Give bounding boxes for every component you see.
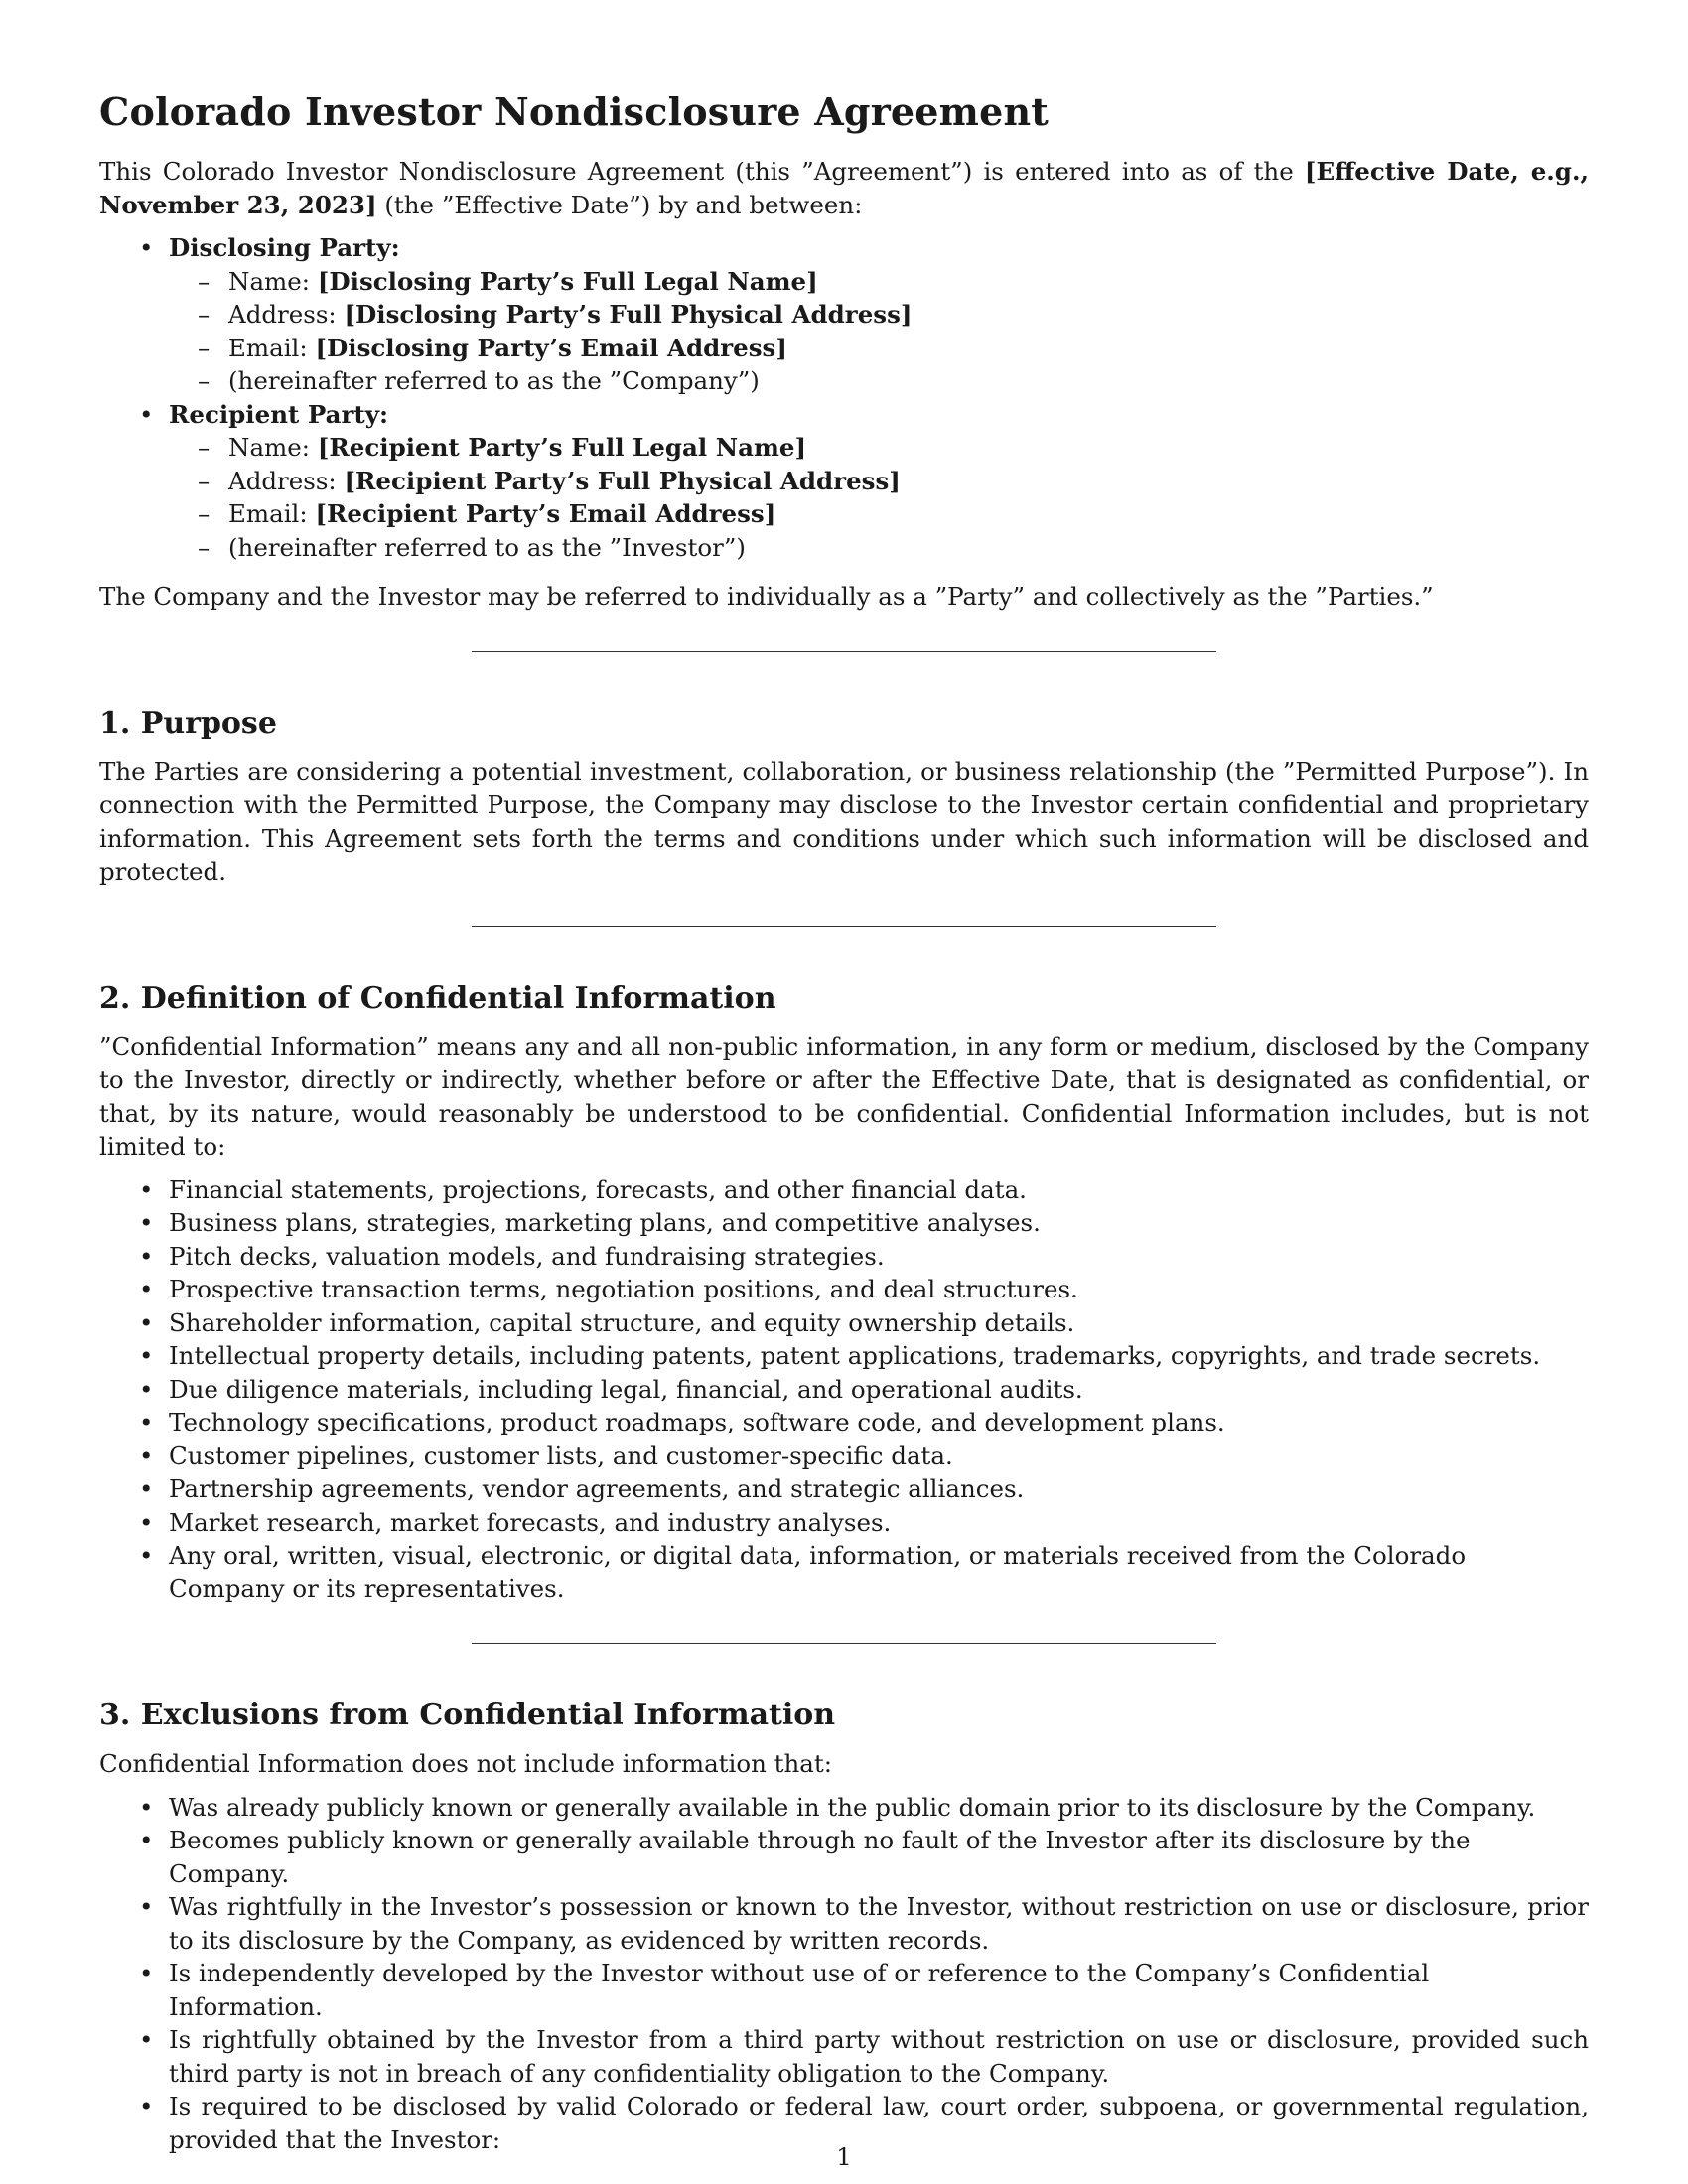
list-item: • Is independently developed by the Investor without use of or reference to the Company’s Confidential Information. xyxy=(99,1957,1589,2023)
list-item: • Is rightfully obtained by the Investor from a third party without restriction on use or disclosure, provided such third party is not in breach of any confidentiality obligation to the Company. xyxy=(99,2023,1589,2090)
field-prefix: Name: xyxy=(228,266,318,296)
party-referred-as: – (hereinafter referred to as the ”Investor”) xyxy=(169,531,1589,565)
section-heading-definition: 2. Definition of Confidential Information xyxy=(99,980,776,1016)
list-item: • Technology specifications, product roadmaps, software code, and development plans. xyxy=(99,1406,1589,1439)
exclusions-list xyxy=(99,1791,1589,2157)
confidential-items-list xyxy=(99,1173,1589,1606)
section-body-exclusions: Confidential Information does not include information that: xyxy=(99,1749,833,1778)
section-heading-exclusions: 3. Exclusions from Confidential Information xyxy=(99,1698,836,1732)
field-placeholder: [Recipient Party’s Full Physical Address] xyxy=(344,466,901,495)
list-item: • Partnership agreements, vendor agreements, and strategic alliances. xyxy=(99,1472,1589,1506)
party-label: Disclosing Party: xyxy=(169,233,400,262)
document-page xyxy=(99,87,1589,2156)
document-title: Colorado Investor Nondisclosure Agreement xyxy=(99,89,1050,134)
party-field-email xyxy=(169,497,1589,531)
parties-note: The Company and the Investor may be referred to individually as a ”Party” and collectively as the ”Parties.” xyxy=(99,582,1434,611)
list-item: • Pitch decks, valuation models, and fundraising strategies. xyxy=(99,1240,1589,1274)
field-prefix: Email: xyxy=(228,499,316,528)
field-placeholder: [Disclosing Party’s Full Legal Name] xyxy=(317,266,818,296)
field-placeholder: [Recipient Party’s Full Legal Name] xyxy=(317,433,807,462)
section-divider xyxy=(472,1643,1216,1644)
parties-list xyxy=(99,231,1589,564)
party-item-disclosing xyxy=(99,231,1589,398)
list-item: • Is required to be disclosed by valid Colorado or federal law, court order, subpoena, or governmental regulation, provided that the Investor: xyxy=(99,2090,1589,2156)
effective-date-placeholder: [Effective Date, e.g., November 23, 2023] xyxy=(99,157,1589,219)
list-item: • Intellectual property details, including patents, patent applications, trademarks, copyrights, and trade secrets. xyxy=(99,1339,1589,1373)
party-field-address xyxy=(169,465,1589,498)
list-item: • Market research, market forecasts, and industry analyses. xyxy=(99,1506,1589,1540)
field-prefix: Email: xyxy=(228,333,316,362)
field-prefix: Address: xyxy=(228,300,345,329)
list-item: • Customer pipelines, customer lists, and customer-specific data. xyxy=(99,1439,1589,1473)
party-label: Recipient Party: xyxy=(169,399,389,429)
section-divider xyxy=(472,651,1216,652)
list-item: • Becomes publicly known or generally available through no fault of the Investor after its disclosure by the Company. xyxy=(99,1824,1589,1890)
party-field-name xyxy=(169,265,1589,299)
party-referred-as: – (hereinafter referred to as the ”Company”) xyxy=(169,364,1589,398)
section-body-purpose: The Parties are considering a potential investment, collaboration, or business relationship (the ”Permitted Purpose”). In connection with the Permitted Purpose, the Company may disclose to the Investor certain confidential and proprietary information. This Agreement sets forth the terms and conditions under which such information will be disclosed and protected. xyxy=(99,756,1589,886)
intro-text-after: (the ”Effective Date”) by and between: xyxy=(376,190,863,219)
party-field-email xyxy=(169,332,1589,365)
field-prefix: Name: xyxy=(228,433,318,462)
field-placeholder: [Disclosing Party’s Full Physical Address] xyxy=(344,300,913,329)
list-item: • Financial statements, projections, forecasts, and other financial data. xyxy=(99,1173,1589,1207)
section-heading-purpose: 1. Purpose xyxy=(99,705,277,741)
field-prefix: Address: xyxy=(228,466,345,495)
list-item: • Shareholder information, capital structure, and equity ownership details. xyxy=(99,1306,1589,1340)
section-divider xyxy=(472,926,1216,927)
intro-text-before: This Colorado Investor Nondisclosure Agreement (this ”Agreement”) is entered into as of the xyxy=(99,157,1305,186)
intro-paragraph xyxy=(99,155,1589,221)
list-item: • Prospective transaction terms, negotiation positions, and deal structures. xyxy=(99,1273,1589,1306)
party-item-recipient xyxy=(99,398,1589,565)
list-item: • Any oral, written, visual, electronic, or digital data, information, or materials received from the Colorado Company or its representatives. xyxy=(99,1539,1589,1605)
field-placeholder: [Disclosing Party’s Email Address] xyxy=(315,333,787,362)
list-item: • Due diligence materials, including legal, financial, and operational audits. xyxy=(99,1373,1589,1407)
field-placeholder: [Recipient Party’s Email Address] xyxy=(315,499,776,528)
list-item: • Was already publicly known or generally available in the public domain prior to its disclosure by the Company. xyxy=(99,1791,1589,1825)
party-fields xyxy=(169,265,1589,398)
page-number: 1 xyxy=(836,2142,852,2171)
list-item: • Business plans, strategies, marketing plans, and competitive analyses. xyxy=(99,1206,1589,1240)
section-body-definition: ”Confidential Information” means any and all non-public information, in any form or medium, disclosed by the Company to the Investor, directly or indirectly, whether before or after the Effective Date, that is designated as confidential, or that, by its nature, would reasonably be understood to be confidential. Confidential Information includes, but is not limited to: xyxy=(99,1031,1589,1160)
party-field-address xyxy=(169,298,1589,332)
list-item: • Was rightfully in the Investor’s possession or known to the Investor, without restriction on use or disclosure, prior to its disclosure by the Company, as evidenced by written records. xyxy=(99,1890,1589,1957)
party-fields xyxy=(169,431,1589,564)
party-field-name xyxy=(169,431,1589,465)
